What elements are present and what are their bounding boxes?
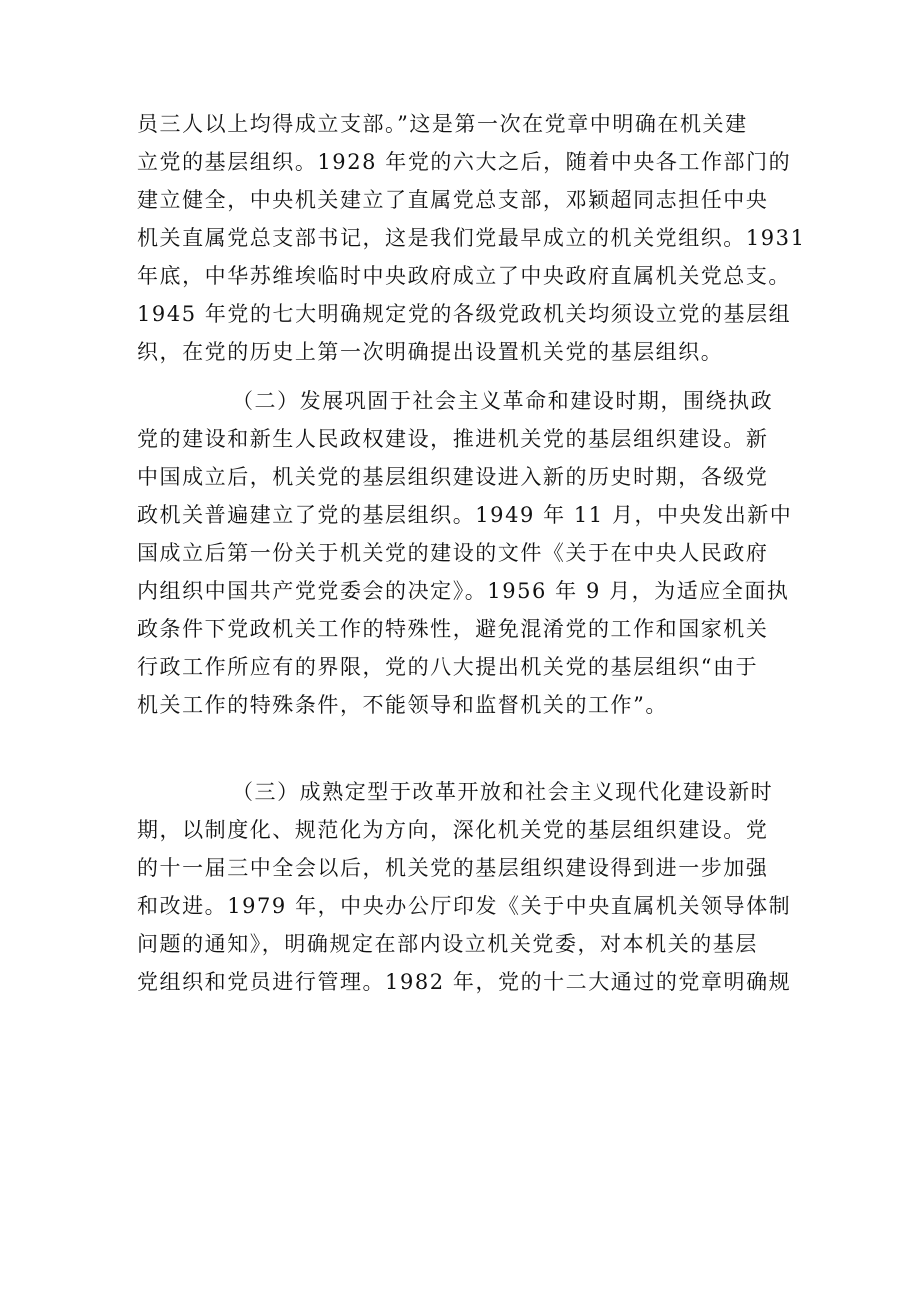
text-line: 年底，中华苏维埃临时中央政府成立了中央政府直属机关党总支。 [137, 264, 791, 288]
text-line: 织，在党的历史上第一次明确提出设置机关党的基层组织。 [137, 340, 724, 364]
text-line: 国成立后第一份关于机关党的建设的文件《关于在中央人民政府 [137, 541, 769, 565]
text-line: 的十一届三中全会以后，机关党的基层组织建设得到进一步加强 [137, 856, 769, 880]
text-line: 政条件下党政机关工作的特殊性，避免混淆党的工作和国家机关 [137, 617, 769, 641]
document-body [137, 105, 806, 1001]
text-line: 期，以制度化、规范化为方向，深化机关党的基层组织建设。党 [137, 818, 769, 842]
text-line: 机关工作的特殊条件，不能领导和监督机关的工作”。 [137, 693, 668, 717]
text-line: 党的建设和新生人民政权建设，推进机关党的基层组织建设。新 [137, 427, 769, 451]
text-line: 政机关普遍建立了党的基层组织。1949 年 11 月，中央发出新中 [137, 503, 793, 527]
text-line: 中国成立后，机关党的基层组织建设进入新的历史时期，各级党 [137, 465, 769, 489]
text-line: 1945 年党的七大明确规定党的各级党政机关均须设立党的基层组 [137, 302, 792, 326]
text-line: 和改进。1979 年，中央办公厅印发《关于中央直属机关领导体制 [137, 894, 792, 918]
text-line: 行政工作所应有的界限，党的八大提出机关党的基层组织“由于 [137, 655, 759, 679]
text-line: 党组织和党员进行管理。1982 年，党的十二大通过的党章明确规 [137, 970, 792, 994]
paragraph-3 [137, 773, 797, 1001]
text-line [137, 724, 797, 762]
paragraph-spacing [137, 762, 797, 773]
paragraph-2 [137, 382, 797, 762]
text-line: 内组织中国共产党党委会的决定》。1956 年 9 月，为适应全面执 [137, 579, 790, 603]
text-line: 机关直属党总支部书记，这是我们党最早成立的机关党组织。1931 [137, 226, 806, 250]
text-line: 问题的通知》，明确规定在部内设立机关党委，对本机关的基层 [137, 932, 758, 956]
text-line: 立党的基层组织。1928 年党的六大之后，随着中央各工作部门的 [137, 150, 792, 174]
text-line: 建立健全，中央机关建立了直属党总支部，邓颖超同志担任中央 [137, 188, 769, 212]
paragraph-1 [137, 105, 806, 371]
text-line: 员三人以上均得成立支部。”这是第一次在党章中明确在机关建 [137, 112, 748, 136]
text-line-indented: （三）成熟定型于改革开放和社会主义现代化建设新时 [232, 780, 774, 804]
paragraph-spacing [137, 371, 797, 382]
text-line-indented: （二）发展巩固于社会主义革命和建设时期，围绕执政 [232, 389, 774, 413]
